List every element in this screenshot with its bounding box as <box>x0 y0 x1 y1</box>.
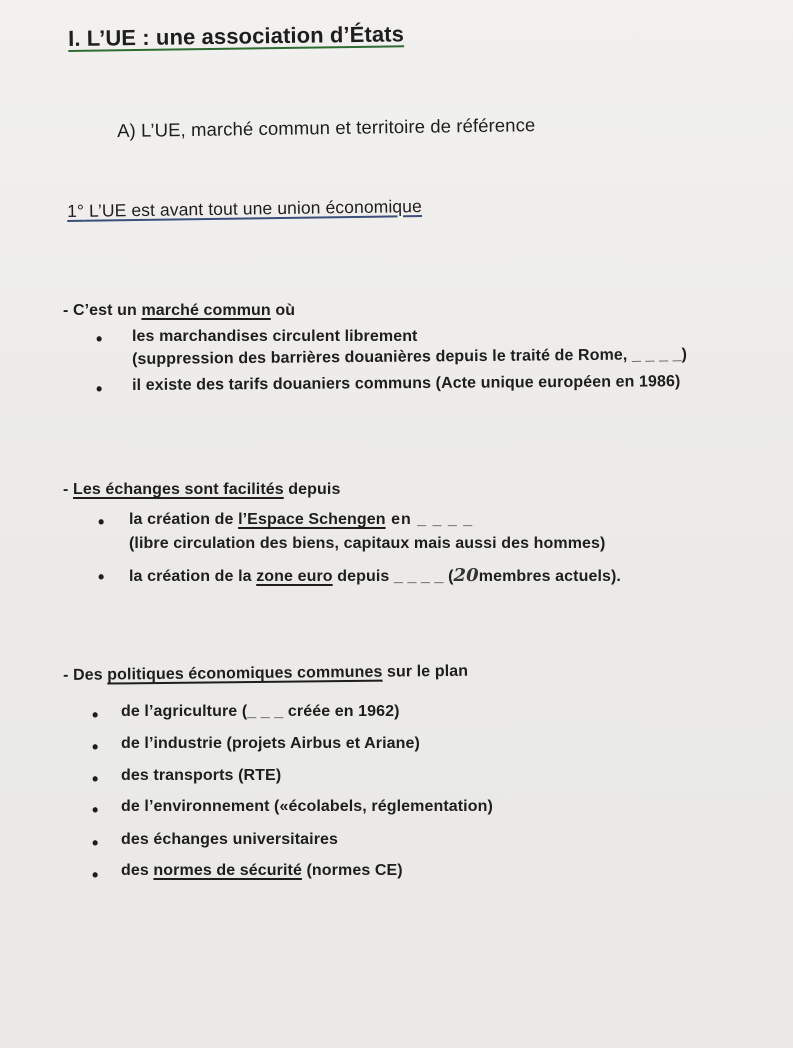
block3-item-last <box>121 862 403 880</box>
block3-intro-underlined: politiques économiques communes <box>107 663 383 684</box>
block3-item: de l’agriculture (_ _ _ créée en 1962) <box>121 703 400 720</box>
block3-item: de l’environnement («écolabels, réglementation) <box>121 798 493 815</box>
bullet-icon: • <box>92 737 99 757</box>
block1-intro <box>63 302 295 320</box>
subsection-1-text: L’UE est avant tout une union économique <box>83 196 422 221</box>
block2-item2-prefix: la création de la <box>129 568 257 585</box>
subsection-1-number: 1° <box>67 200 85 221</box>
subsection-1-heading <box>67 196 422 222</box>
bullet-icon: • <box>92 800 99 820</box>
block2-item2-end: membres actuels). <box>478 568 621 585</box>
bullet-icon: • <box>92 865 99 885</box>
block1-item2: il existe des tarifs douaniers communs (Acte unique européen en 1986) <box>132 373 681 394</box>
block2-item1-suffix: en _ _ _ _ <box>385 511 474 528</box>
block3-last-underlined: normes de sécurité <box>153 862 302 879</box>
block3-intro-prefix: - Des <box>63 666 108 684</box>
block2-intro-underlined: Les échanges sont facilités <box>72 481 284 498</box>
block2-item1-prefix: la création de <box>129 511 239 528</box>
section-a-heading: A) L’UE, marché commun et territoire de référence <box>117 114 536 141</box>
block1-item1: les marchandises circulent librement <box>132 328 418 345</box>
block2-item1-detail: (libre circulation des biens, capitaux mais aussi des hommes) <box>129 535 606 552</box>
bullet-icon: • <box>92 705 99 725</box>
block3-intro <box>63 663 468 685</box>
block2-intro <box>63 481 340 499</box>
block2-item2-underlined: zone euro <box>256 568 333 585</box>
block3-last-prefix: des <box>121 862 154 879</box>
bullet-icon: • <box>92 769 99 789</box>
bullet-icon: • <box>98 567 105 587</box>
block3-item: des transports (RTE) <box>121 767 282 784</box>
block2-item2-suffix: depuis _ _ _ _ ( <box>332 568 454 585</box>
block1-intro-underlined: marché commun <box>141 302 271 319</box>
bullet-icon: • <box>98 512 105 532</box>
block3-item: des échanges universitaires <box>121 831 339 848</box>
bullet-icon: • <box>96 379 103 399</box>
block2-intro-prefix: - <box>63 481 73 498</box>
block1-item1-detail: (suppression des barrières douanières depuis le traité de Rome, _ _ _ _) <box>132 346 688 368</box>
block3-item: de l’industrie (projets Airbus et Ariane) <box>121 735 420 752</box>
block2-item1 <box>129 511 473 529</box>
handwritten-number: 20 <box>453 565 479 586</box>
block2-item2 <box>129 565 621 586</box>
block1-intro-suffix: où <box>270 302 296 319</box>
bullet-icon: • <box>96 329 103 349</box>
page-title: I. L’UE : une association d’États <box>68 21 405 51</box>
block2-item1-underlined: l’Espace Schengen <box>238 511 386 528</box>
block3-intro-suffix: sur le plan <box>382 662 469 681</box>
bullet-icon: • <box>92 833 99 853</box>
block3-last-suffix: (normes CE) <box>301 862 403 879</box>
block2-intro-suffix: depuis <box>283 481 341 498</box>
block1-intro-prefix: - C’est un <box>63 302 142 319</box>
